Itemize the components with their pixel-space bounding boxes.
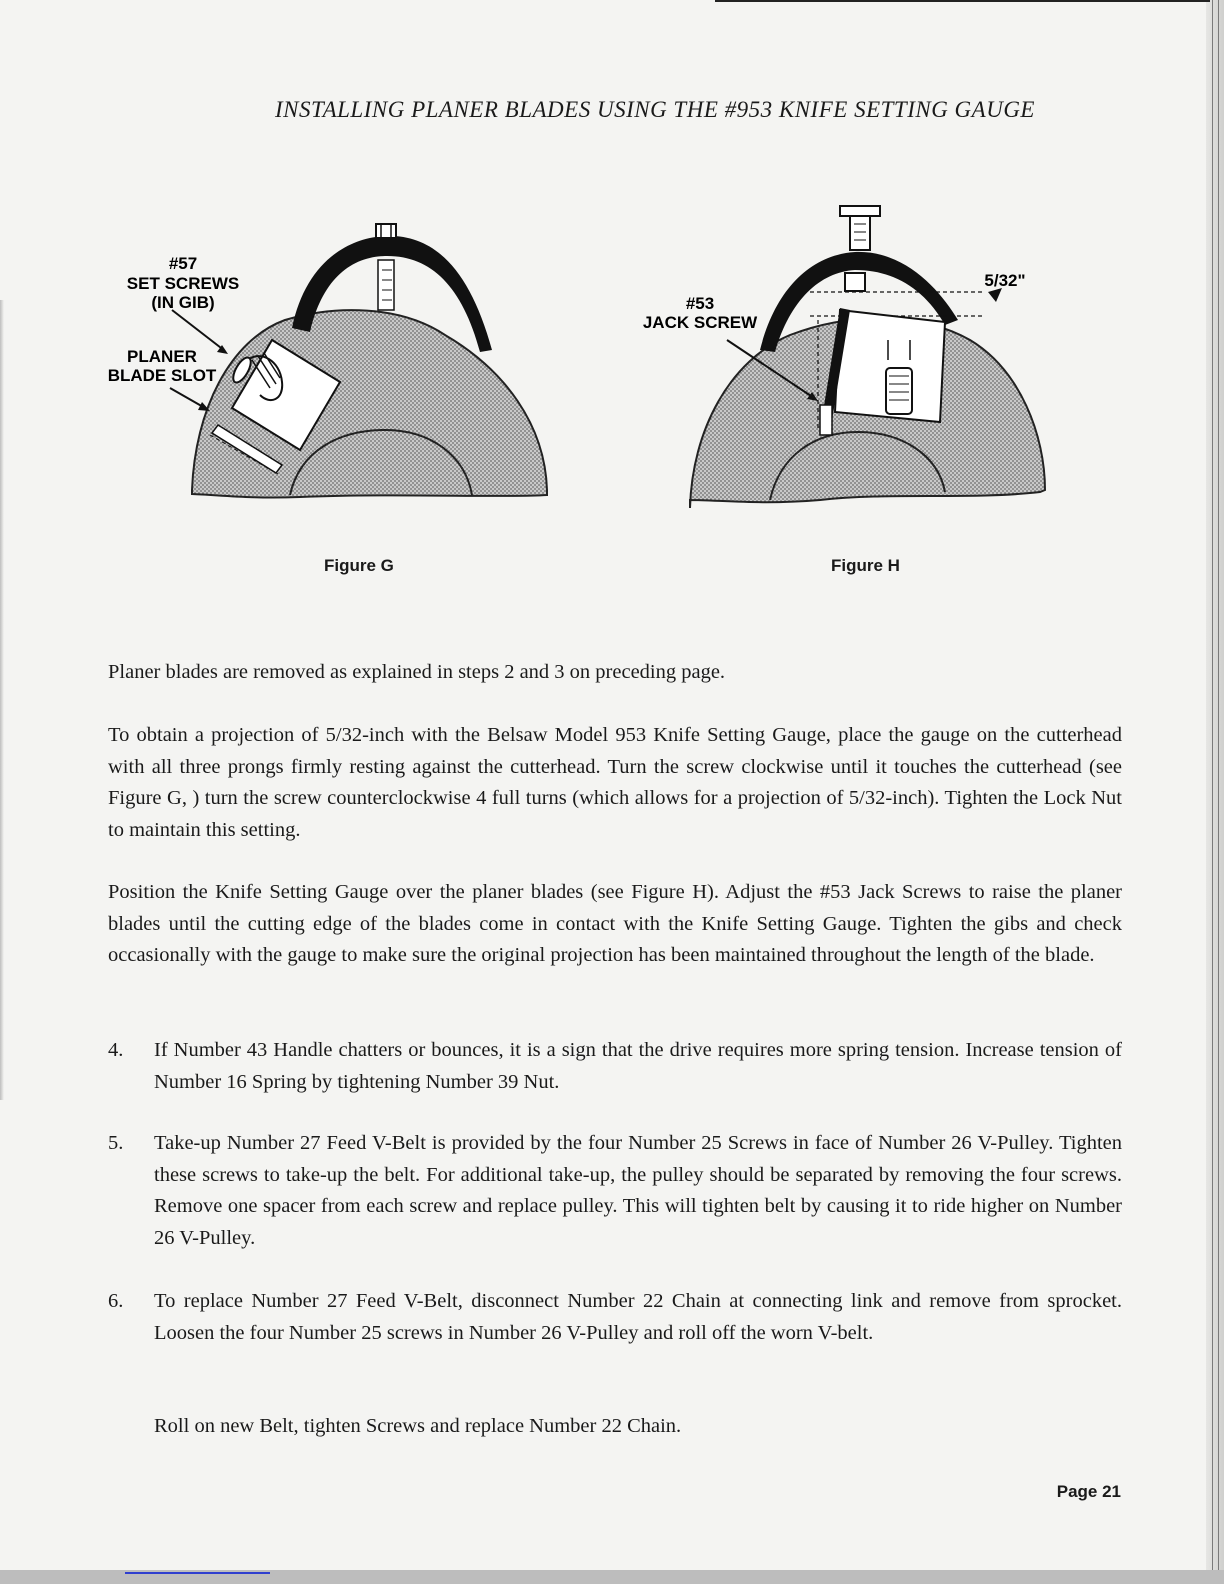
paragraph-2: To obtain a projection of 5/32-inch with the Belsaw Model 953 Knife Setting Gauge, place the gauge on the cutterhead with all three prongs firmly resting against the cutterhead. Turn the screw clockwise until it touches the cutterhead (see Figure G, ) turn the screw counterclockwise 4 full turns (which allows for a projection of 5/32-inch). Tighten the Lock Nut to maintain this setting. (108, 724, 1122, 841)
closing-line (108, 1411, 1122, 1443)
list-item-6 (108, 1286, 1122, 1349)
list-item-text: If Number 43 Handle chatters or bounces, it is a sign that the drive requires more spring tension. Increase tension of Number 16 Spring by tightening Number 39 Nut. (154, 1039, 1122, 1093)
fig-g-label-in-gib: (IN GIB) (151, 293, 215, 312)
figure-g-illustration (100, 210, 560, 515)
closing-text: Roll on new Belt, tighten Screws and replace Number 22 Chain. (154, 1415, 682, 1437)
page-number: Page 21 (1056, 1482, 1121, 1501)
list-item-text: To replace Number 27 Feed V-Belt, disconnect Number 22 Chain at connecting link and remove from sprocket. Loosen the four Number 25 screws in Number 26 V-Pulley and roll off the worn V-belt. (154, 1290, 1122, 1344)
scan-edge-left (0, 300, 4, 1100)
figure-g (100, 210, 560, 515)
list-item-number: 5. (108, 1132, 124, 1154)
scan-edge (1206, 0, 1224, 1584)
list-item-4 (108, 1035, 1122, 1098)
top-rule (715, 0, 1210, 2)
list-item-text: Take-up Number 27 Feed V-Belt is provided by the four Number 25 Screws in face of Number 26 V-Pulley. Tighten these screws to take-up the belt. For additional take-up, the pulley should be separated by removing the four screws. Remove one spacer from each screw and replace pulley. This will tighten belt by causing it to ride higher on Number 26 V-Pulley. (154, 1132, 1122, 1249)
paragraph-1: Planer blades are removed as explained in steps 2 and 3 on preceding page. (108, 661, 726, 683)
list-item-number: 6. (108, 1290, 124, 1312)
list-item-5 (108, 1128, 1122, 1254)
fig-h-label-projection: 5/32" (984, 271, 1026, 290)
fig-g-label-number: #57 (168, 254, 198, 273)
fig-h-label-jack-number: #53 (685, 294, 715, 313)
fig-g-label-blade-slot: BLADE SLOT (107, 366, 217, 385)
figure-h-illustration (640, 200, 1060, 520)
list-item-number: 4. (108, 1039, 124, 1061)
page-title: INSTALLING PLANER BLADES USING THE #953 KNIFE SETTING GAUGE (275, 97, 1035, 122)
figure-h-caption: Figure H (831, 556, 900, 575)
figure-h (640, 200, 1060, 520)
fig-h-label-jack-screw: JACK SCREW (642, 313, 758, 332)
fig-g-label-planer: PLANER (127, 347, 197, 366)
fig-g-label-set-screws: SET SCREWS (126, 274, 240, 293)
figure-g-caption: Figure G (324, 556, 394, 575)
bottom-rule (0, 1570, 1224, 1584)
paragraph-3: Position the Knife Setting Gauge over the planer blades (see Figure H). Adjust the #53 Jack Screws to raise the planer blades until the cutting edge of the blades come in contact with the Knife Setting Gauge. Tighten the gibs and check occasionally with the gauge to make sure the original projection has been maintained throughout the length of the blade. (108, 881, 1122, 966)
